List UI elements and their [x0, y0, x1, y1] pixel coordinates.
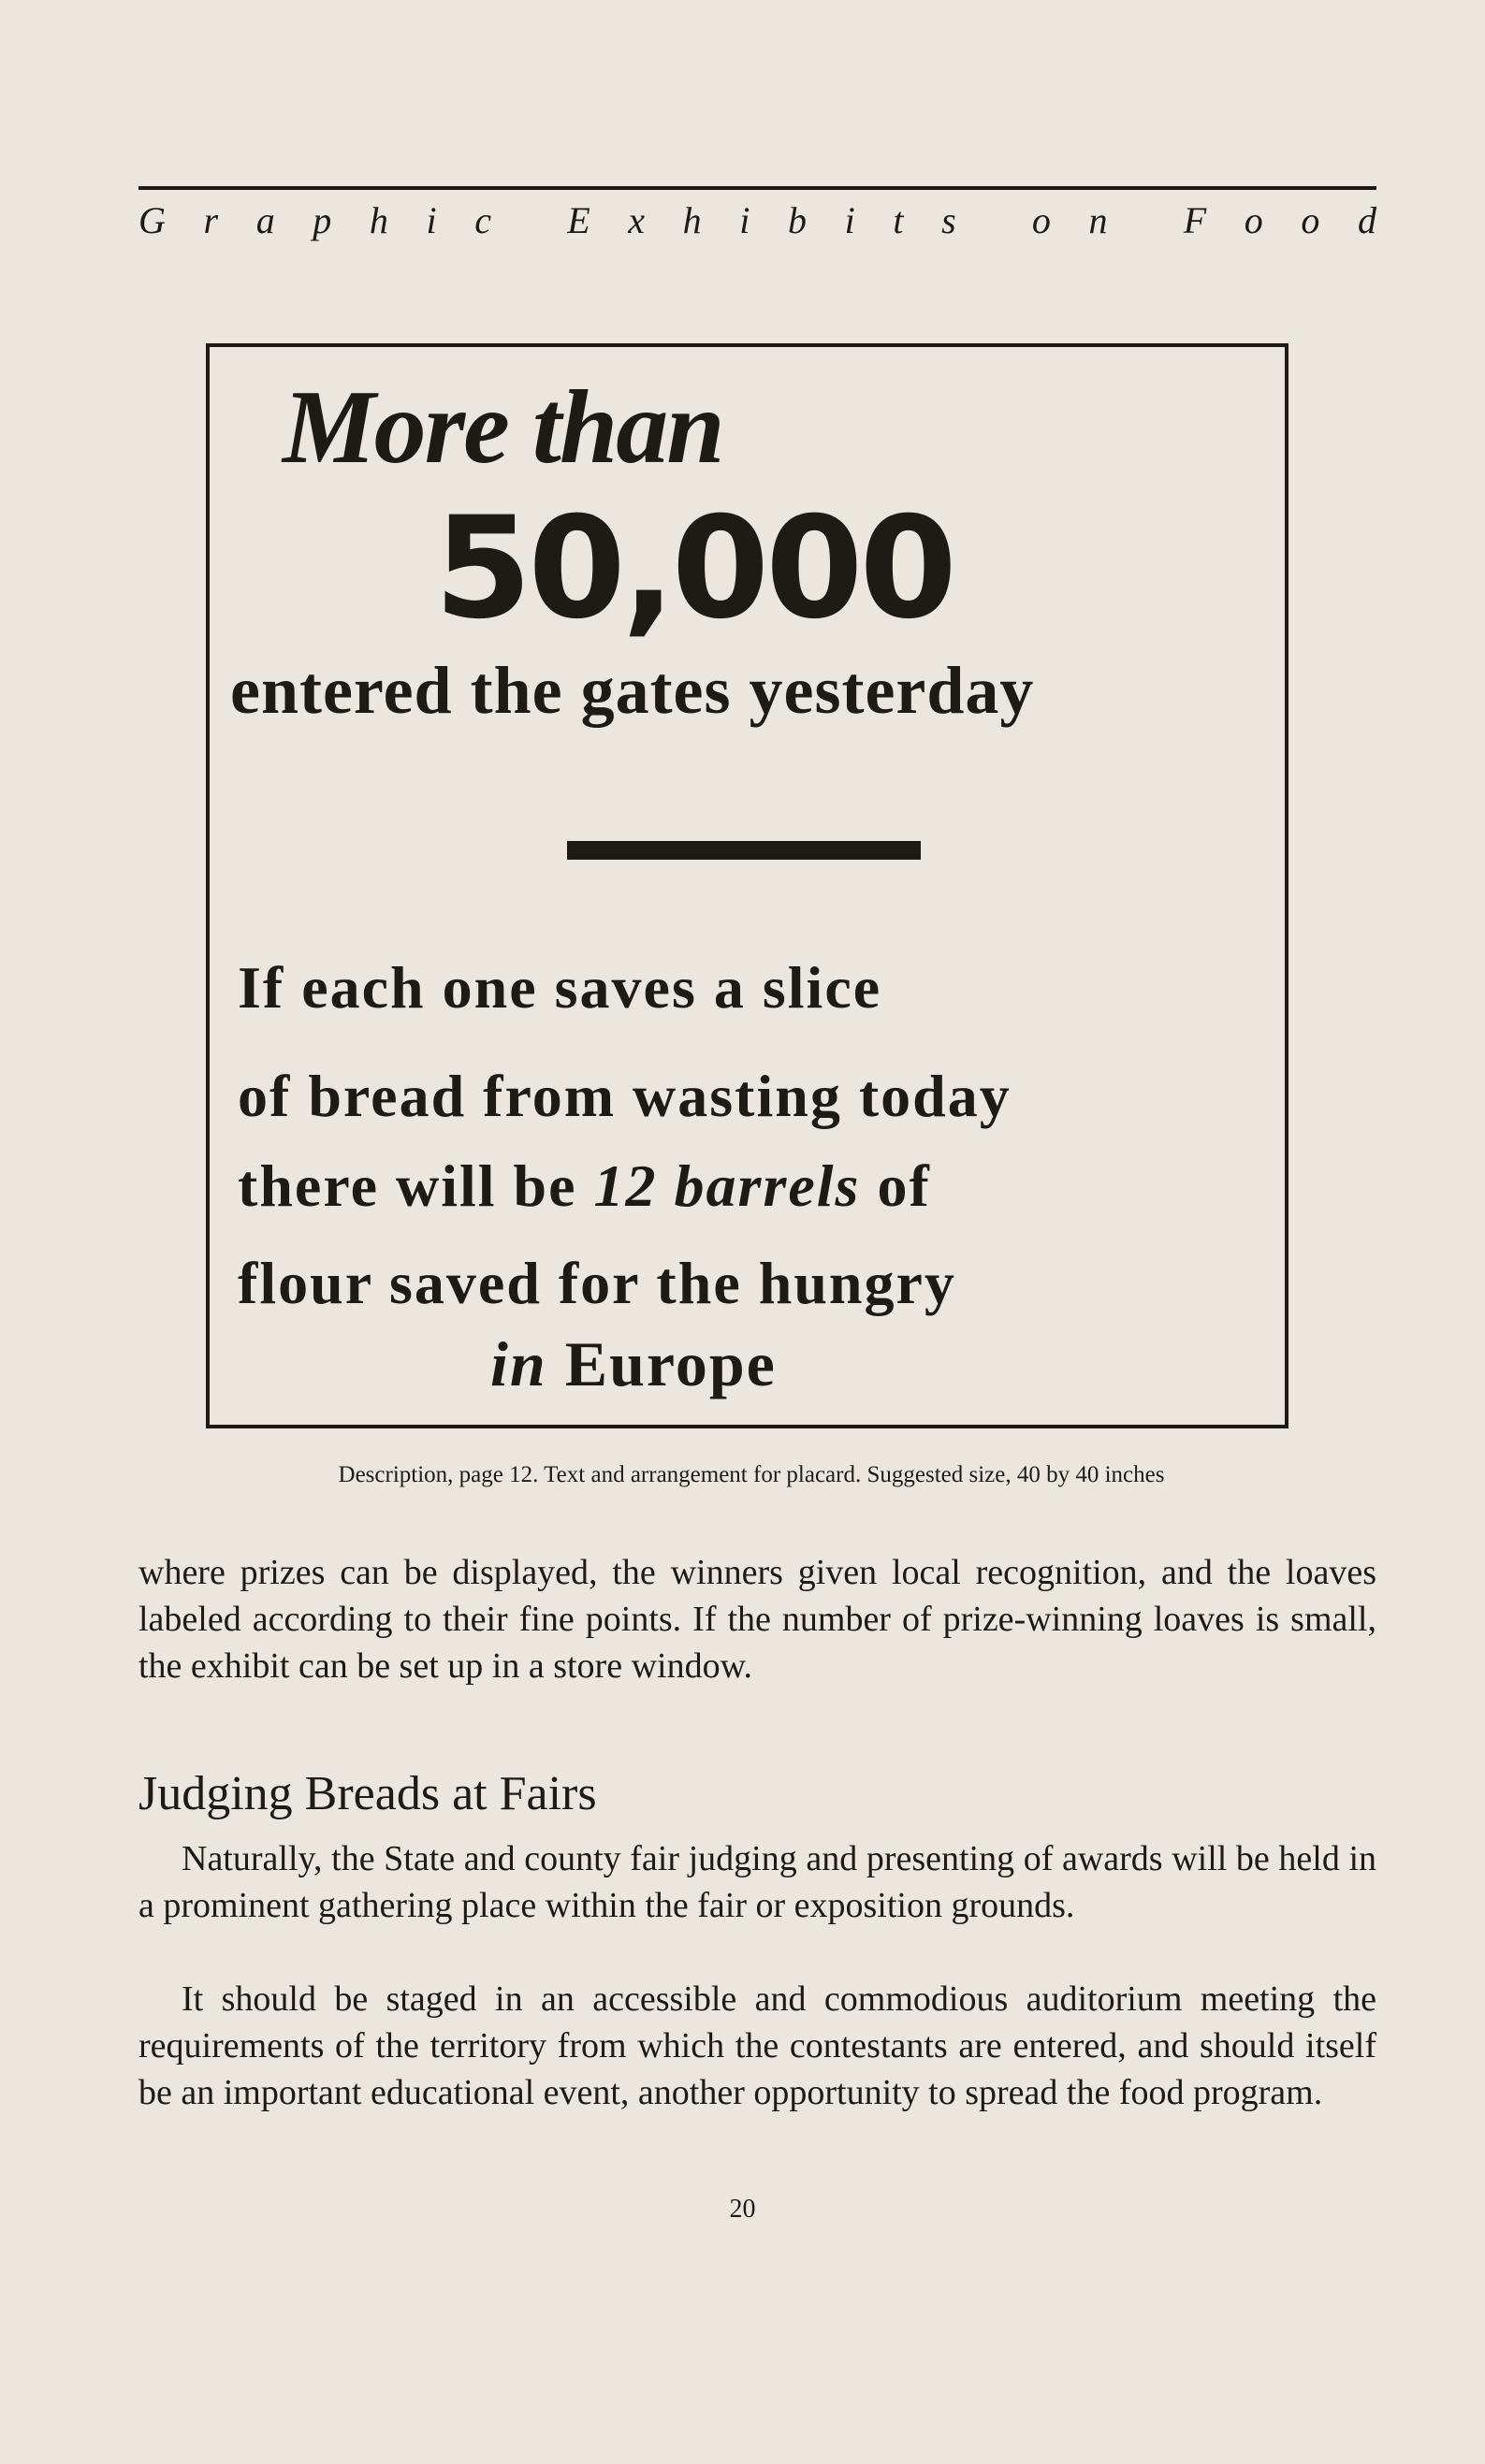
running-head-letter: d	[1357, 199, 1376, 241]
placard-line-flour: flour saved for the hungry	[238, 1250, 956, 1316]
running-head-letter: F	[1183, 199, 1207, 241]
running-head-letter: b	[788, 199, 807, 241]
running-head-letter: o	[1244, 199, 1263, 241]
running-head-letter: h	[369, 199, 388, 241]
running-head	[138, 198, 1376, 242]
running-head-letter: i	[739, 199, 750, 241]
running-head-letter: G	[138, 199, 166, 241]
figure-caption: Description, page 12. Text and arrangement for placard. Suggested size, 40 by 40 inches	[338, 1462, 1165, 1487]
running-head-letter: a	[255, 199, 275, 241]
running-head-letter: c	[474, 199, 492, 241]
running-head-letter: o	[1301, 199, 1320, 241]
body-paragraph: Naturally, the State and county fair judging and presenting of awards will be held in a prominent gathering place within the fair or exposition grounds.	[138, 1839, 1376, 1925]
running-head-letter: i	[426, 199, 437, 241]
body-paragraph: where prizes can be displayed, the winners given local recognition, and the loaves labeled according to their fine points. If the number of prize-winning loaves is small, the exhibit can be set up in a store window.	[138, 1553, 1376, 1686]
running-head-letter: n	[1088, 199, 1108, 241]
placard-in-italic: in	[490, 1328, 547, 1399]
placard-divider-bar	[567, 841, 921, 860]
placard-line-bread: of bread from wasting today	[238, 1063, 1012, 1129]
body-paragraph: It should be staged in an accessible and commodious auditorium meeting the requirements of the territory from which the contestants are entered, and should itself be an important educational event, another opportunity to spread the food program.	[138, 1979, 1376, 2112]
running-head-letter: E	[567, 199, 590, 241]
placard-barrels-pre: there will be	[238, 1152, 594, 1219]
placard-entered-gates: entered the gates yesterday	[230, 653, 1035, 728]
placard-line-slice: If each one saves a slice	[238, 954, 882, 1021]
placard-europe: Europe	[546, 1328, 777, 1399]
running-head-letter: s	[941, 199, 956, 241]
placard-barrels-post: of	[860, 1152, 931, 1219]
placard-line-europe	[490, 1327, 777, 1401]
placard-line-barrels	[238, 1152, 931, 1221]
running-head-letter: r	[203, 199, 219, 241]
running-head-letter: i	[844, 199, 855, 241]
running-head-letter: o	[1031, 199, 1051, 241]
page-number: 20	[729, 2195, 756, 2224]
section-heading: Judging Breads at Fairs	[138, 1767, 597, 1820]
running-head-letter: h	[682, 199, 702, 241]
running-head-letter: p	[313, 199, 332, 241]
placard-number: 50,000	[434, 487, 954, 650]
placard-more-than: More than	[283, 370, 723, 486]
running-head-letter: x	[628, 199, 646, 241]
placard-barrels-italic: 12 barrels	[593, 1152, 861, 1219]
placard-figure	[206, 343, 1288, 1428]
header-rule	[138, 186, 1376, 190]
running-head-letter: t	[893, 199, 904, 241]
